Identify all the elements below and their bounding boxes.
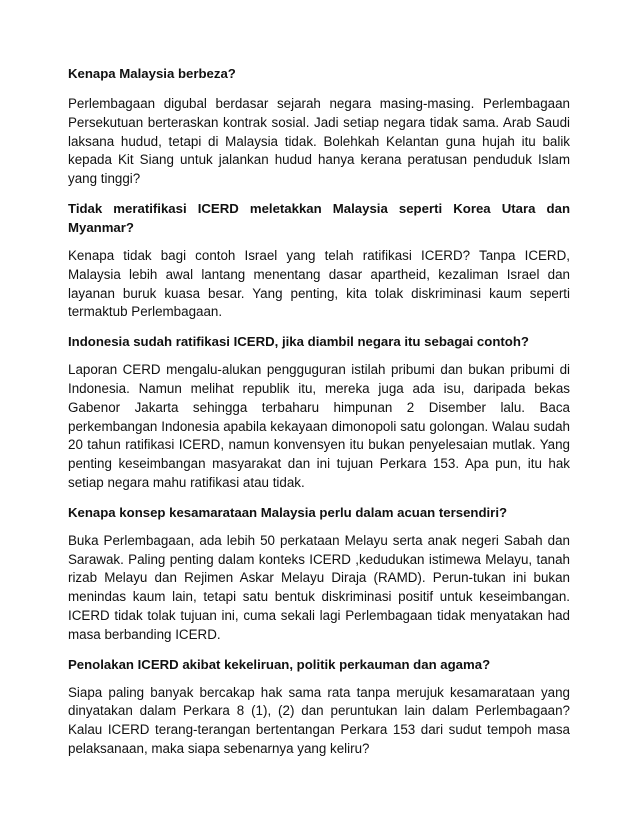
section-paragraph-2: Kenapa tidak bagi contoh Israel yang telah ratifikasi ICERD? Tanpa ICERD, Malaysia lebih awal lantang menentang dasar apartheid, kezaliman Israel dan layanan buruk kuasa besar. Yang penting, kita tolak diskriminasi kaum seperti termaktub Perlembagaan. bbox=[68, 247, 570, 320]
section-heading-5: Penolakan ICERD akibat kekeliruan, politik perkauman dan agama? bbox=[68, 656, 491, 672]
section-paragraph-1: Perlembagaan digubal berdasar sejarah negara masing-masing. Perlembagaan Persekutuan berteraskan kontrak sosial. Jadi setiap negara tidak sama. Arab Saudi laksana hudud, tetapi di Malaysia tidak. Bolehkah Kelantan guna hujah itu balik kepada Kit Siang untuk jalankan hudud hanya kerana peratusan penduduk Islam yang tinggi? bbox=[68, 96, 570, 187]
section-heading-4: Kenapa konsep kesamarataan Malaysia perlu dalam acuan tersendiri? bbox=[68, 504, 508, 520]
section-heading-3: Indonesia sudah ratifikasi ICERD, jika diambil negara itu sebagai contoh? bbox=[68, 334, 529, 350]
section-heading-2: Tidak meratifikasi ICERD meletakkan Malaysia seperti Korea Utara dan Myanmar? bbox=[68, 200, 570, 235]
section-paragraph-4: Buka Perlembagaan, ada lebih 50 perkataan Melayu serta anak negeri Sabah dan Sarawak. Paling penting dalam konteks ICERD ,kedudukan istimewa Melayu, tanah rizab Melayu dan Rejimen Askar Melayu Diraja (RAMD). Perun-tukan ini bukan menindas kaum lain, tetapi satu bentuk diskriminasi positif untuk keseimbangan. ICERD tidak tolak tujuan ini, cuma sekali lagi Perlembagaan tidak menyatakan had masa berbanding ICERD. bbox=[68, 532, 570, 642]
section-paragraph-3: Laporan CERD mengalu-alukan pengguguran istilah pribumi dan bukan pribumi di Indonesia. Namun melihat republik itu, mereka juga ada isu, daripada bekas Gabenor Jakarta sehingga terbaharu himpunan 2 Disember lalu. Baca perkembangan Indonesia apabila kekayaan dimonopoli satu golongan. Walau sudah 20 tahun ratifikasi ICERD, namun konvensyen itu bukan penyelesaian mutlak. Yang penting keseimbangan masyarakat dan ini tujuan Perkara 153. Apa pun, itu hak setiap negara mahu ratifikasi atau tidak. bbox=[68, 362, 570, 490]
section-heading-1: Kenapa Malaysia berbeza? bbox=[68, 66, 236, 81]
section-paragraph-5: Siapa paling banyak bercakap hak sama rata tanpa merujuk kesamarataan yang dinyatakan dalam Perkara 8 (1), (2) dan peruntukan lain dalam Perlembagaan? Kalau ICERD terang-terangan bertentangan Perkara 153 dari sudut tempoh masa pelaksanaan, maka siapa sebenarnya yang keliru? bbox=[68, 684, 570, 756]
